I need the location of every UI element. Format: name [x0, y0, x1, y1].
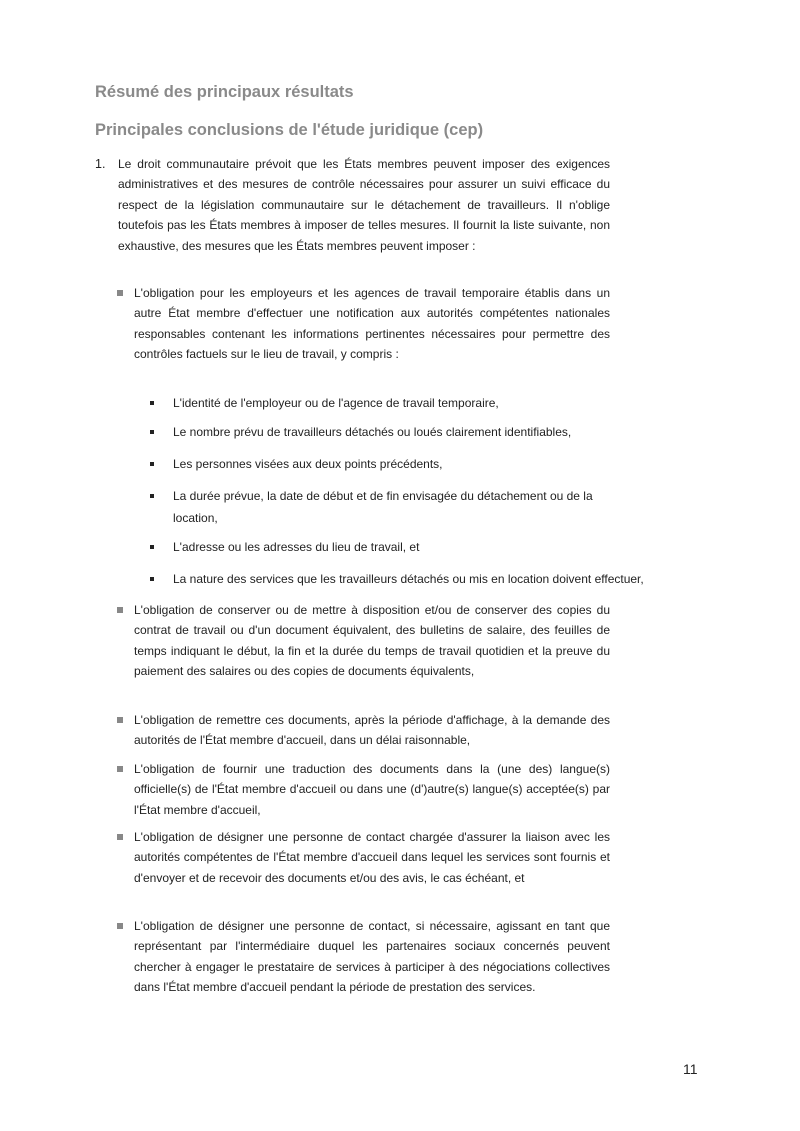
sub-list-item-text: La durée prévue, la date de début et de fin envisagée du détachement ou de la location, [173, 489, 593, 525]
sub-list-item [150, 421, 571, 443]
sub-list-item [150, 485, 615, 529]
list-item-text: L'obligation de désigner une personne de contact chargée d'assurer la liaison avec les autorités compétentes de l'État membre d'accueil dans lequel les services sont fournis et d'envoyer et de recevoir des documents et/ou des avis, le cas échéant, et [134, 830, 610, 885]
list-item [117, 759, 610, 820]
sub-list-item-text: Les personnes visées aux deux points précédents, [173, 457, 443, 471]
sub-list-item-text: Le nombre prévu de travailleurs détachés ou loués clairement identifiables, [173, 425, 572, 439]
list-item-text: L'obligation de conserver ou de mettre à disposition et/ou de conserver des copies du contrat de travail ou d'un document équivalent, des bulletins de salaire, des feuilles de temps indiquant le début, la fin et la durée du temps de travail quotidien et la preuve du paiement des salaires ou des copies de documents équivalents, [134, 603, 610, 679]
list-item-text: L'obligation de fournir une traduction des documents dans la (une des) langue(s) officielle(s) de l'État membre d'accueil ou dans une (d')autre(s) langue(s) acceptée(s) par l'État membre d'accueil, [134, 762, 610, 817]
list-item [117, 710, 610, 751]
bullet-icon [150, 430, 154, 434]
item-number: 1. [95, 157, 106, 171]
section-title: Résumé des principaux résultats [95, 83, 354, 101]
sub-list-item [150, 536, 419, 558]
square-bullet-icon [117, 766, 123, 772]
sub-list-item-text: La nature des services que les travailleurs détachés ou mis en location doivent effectuer, [173, 572, 644, 586]
sub-list-item-text: L'identité de l'employeur ou de l'agence de travail temporaire, [173, 396, 499, 410]
bullet-icon [150, 494, 154, 498]
square-bullet-icon [117, 290, 123, 296]
section-subtitle: Principales conclusions de l'étude juridique (cep) [95, 121, 484, 139]
bullet-icon [150, 462, 154, 466]
square-bullet-icon [117, 607, 123, 613]
square-bullet-icon [117, 923, 123, 929]
bullet-icon [150, 577, 154, 581]
item-text: Le droit communautaire prévoit que les États membres peuvent imposer des exigences administratives et des mesures de contrôle nécessaires pour assurer un suivi efficace du respect de la législation communautaire sur le détachement de travailleurs. Il n'oblige toutefois pas les États membres à imposer de telles mesures. Il fournit la liste suivante, non exhaustive, des mesures que les États membres peuvent imposer : [118, 157, 610, 253]
sub-list-item [150, 568, 644, 590]
list-item-text: L'obligation de désigner une personne de contact, si nécessaire, agissant en tant que représentant par l'intermédiaire duquel les partenaires sociaux concernés peuvent chercher à engager le prestataire de services à participer à des négociations collectives dans l'État membre d'accueil pendant la période de prestation des services. [134, 919, 610, 995]
page-number: 11 [683, 1061, 698, 1077]
numbered-item-1 [95, 154, 610, 256]
list-item-text: L'obligation pour les employeurs et les agences de travail temporaire établis dans un autre État membre d'effectuer une notification aux autorités compétentes nationales responsables contenant les informations pertinentes nécessaires pour permettre des contrôles factuels sur le lieu de travail, y compris : [134, 286, 610, 362]
list-item-text: L'obligation de remettre ces documents, après la période d'affichage, à la demande des autorités de l'État membre d'accueil, dans un délai raisonnable, [134, 713, 610, 748]
square-bullet-icon [117, 834, 123, 840]
sub-list-item-text: L'adresse ou les adresses du lieu de travail, et [173, 540, 420, 554]
list-item [117, 916, 610, 998]
bullet-icon [150, 401, 154, 405]
list-item [117, 827, 610, 888]
square-bullet-icon [117, 717, 123, 723]
list-item [117, 283, 610, 365]
sub-list-item [150, 453, 443, 475]
list-item [117, 600, 610, 682]
bullet-icon [150, 545, 154, 549]
sub-list-item [150, 392, 499, 414]
